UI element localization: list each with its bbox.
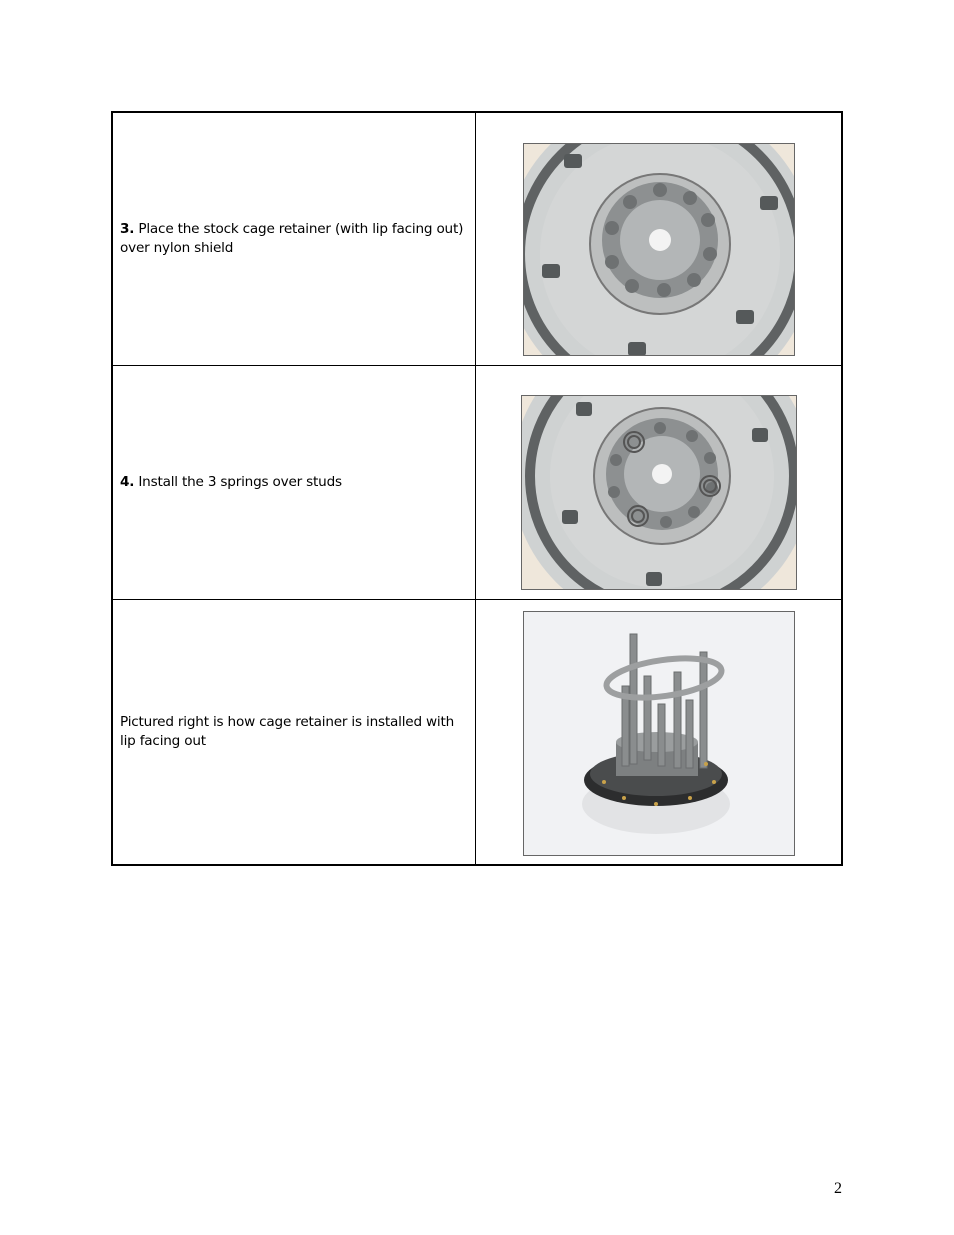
instruction-cell — [113, 113, 476, 365]
cage-retainer-on-shield-photo — [523, 143, 795, 356]
step-number: 3. — [120, 221, 135, 237]
table-row — [113, 366, 841, 600]
step-number: 4. — [120, 474, 135, 490]
photo-cell — [477, 600, 841, 864]
instruction-cell — [113, 366, 476, 599]
page-number: 2 — [834, 1180, 842, 1197]
photo-cell — [477, 366, 841, 599]
instruction-table — [111, 111, 843, 866]
instruction-text: 3. Place the stock cage retainer (with lip facing out) over nylon shield — [120, 221, 464, 256]
instruction-cell — [113, 600, 476, 864]
instruction-text: Pictured right is how cage retainer is installed with lip facing out — [120, 714, 455, 749]
instruction-text: 4. Install the 3 springs over studs — [120, 474, 342, 490]
photo-cell — [477, 113, 841, 365]
cage-retainer-side-view-photo — [523, 611, 795, 856]
table-row — [113, 113, 841, 366]
springs-over-studs-photo — [521, 395, 797, 590]
table-row — [113, 600, 841, 864]
